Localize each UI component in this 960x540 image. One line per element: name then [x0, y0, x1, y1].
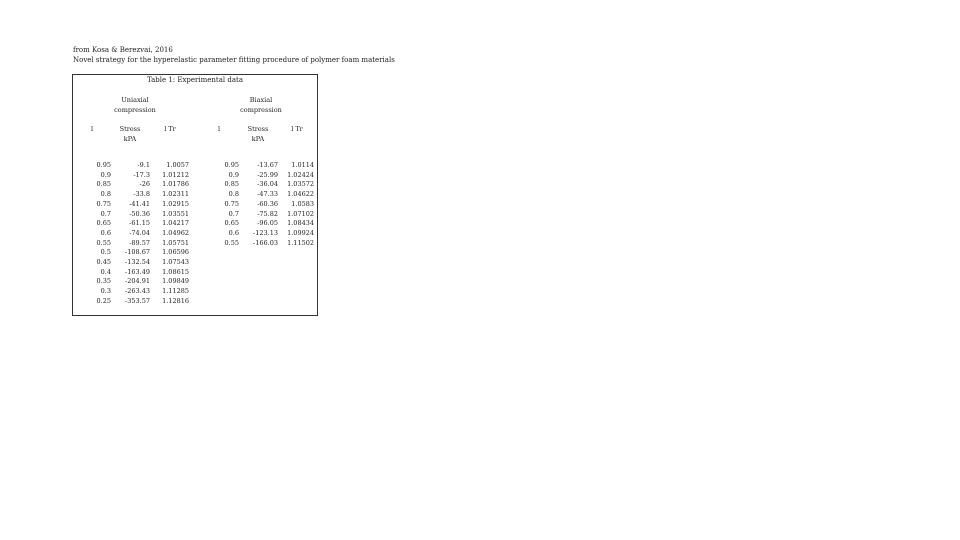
uniaxial-stress-cell: -89.57	[129, 238, 150, 247]
experimental-data-table	[72, 74, 318, 316]
uniaxial-lambda-cell: 0.7	[100, 209, 111, 218]
uniaxial-stress-cell: -26	[139, 180, 150, 189]
uniaxial-stress-cell: -163.49	[125, 267, 150, 276]
biaxial-group-subheader: compression	[240, 105, 282, 114]
uniaxial-stress-cell: -108.67	[125, 248, 150, 257]
uniaxial-trace-cell: 1.01212	[162, 170, 189, 179]
biaxial-stress-cell: -25.99	[257, 170, 278, 179]
uniaxial-trace-cell: 1.04962	[162, 228, 189, 237]
biaxial-trace-cell: 1.02424	[287, 170, 314, 179]
uniaxial-lambda-header: l	[90, 125, 94, 133]
table-caption: Table 1: Experimental data	[146, 76, 244, 84]
biaxial-stress-cell: -75.82	[257, 209, 278, 218]
biaxial-stress-cell: -13.67	[257, 161, 278, 169]
biaxial-stress-cell: -36.04	[257, 180, 278, 189]
uniaxial-trace-cell: 1.01786	[162, 180, 189, 189]
biaxial-lambda-cell: 0.75	[224, 199, 239, 208]
uniaxial-lambda-cell: 0.65	[96, 219, 111, 228]
uniaxial-stress-cell: -61.15	[129, 219, 150, 228]
biaxial-trace-cell: 1.0583	[291, 199, 314, 208]
biaxial-stress-cell: -96.05	[257, 219, 278, 228]
biaxial-lambda-header: l	[217, 125, 221, 133]
biaxial-group-header: Biaxial	[249, 96, 273, 104]
biaxial-lambda-cell: 0.6	[228, 228, 239, 237]
uniaxial-trace-cell: 1.12816	[162, 296, 189, 305]
uniaxial-group-header: Uniaxial	[121, 96, 149, 104]
uniaxial-stress-cell: -74.04	[129, 228, 150, 237]
biaxial-trace-cell: 1.03572	[287, 180, 314, 189]
uniaxial-trace-cell: 1.07543	[162, 258, 189, 266]
uniaxial-lambda-cell: 0.25	[96, 296, 111, 305]
uniaxial-stress-cell: -204.91	[125, 277, 150, 286]
uniaxial-trace-cell: 1.11285	[162, 287, 189, 296]
uniaxial-trace-cell: 1.02915	[162, 199, 189, 208]
uniaxial-stress-unit: kPA	[123, 134, 137, 143]
uniaxial-lambda-cell: 0.4	[100, 267, 111, 276]
uniaxial-group-subheader: compression	[114, 105, 156, 114]
biaxial-stress-cell: -123.13	[253, 228, 278, 237]
uniaxial-trace-cell: 1.04217	[162, 219, 189, 228]
uniaxial-lambda-cell: 0.8	[100, 190, 111, 199]
uniaxial-lambda-cell: 0.95	[96, 161, 111, 169]
uniaxial-lambda-cell: 0.6	[100, 228, 111, 237]
biaxial-stress-unit: kPA	[251, 134, 265, 143]
uniaxial-lambda-cell: 0.55	[96, 238, 111, 247]
biaxial-lambda-cell: 0.95	[224, 161, 239, 169]
source-paper-title: Novel strategy for the hyperelastic parameter fitting procedure of polymer foam materials	[73, 56, 395, 64]
uniaxial-trace-cell: 1.02311	[162, 190, 189, 199]
uniaxial-trace-cell: 1.05751	[162, 238, 189, 247]
biaxial-lambda-cell: 0.9	[228, 170, 239, 179]
uniaxial-stress-cell: -33.8	[133, 190, 150, 199]
uniaxial-lambda-cell: 0.3	[100, 287, 111, 296]
uniaxial-trace-cell: 1.0057	[166, 161, 189, 169]
biaxial-lambda-cell: 0.85	[224, 180, 239, 189]
biaxial-trace-cell: 1.04622	[287, 190, 314, 199]
uniaxial-lambda-cell: 0.75	[96, 199, 111, 208]
uniaxial-stress-cell: -9.1	[137, 161, 150, 169]
uniaxial-trace-header: l Tr	[164, 125, 176, 133]
uniaxial-trace-cell: 1.06596	[162, 248, 189, 257]
biaxial-stress-cell: -60.36	[257, 199, 278, 208]
biaxial-lambda-cell: 0.7	[228, 209, 239, 218]
biaxial-trace-cell: 1.08434	[287, 219, 314, 228]
uniaxial-lambda-cell: 0.9	[100, 170, 111, 179]
uniaxial-stress-cell: -50.36	[129, 209, 150, 218]
biaxial-lambda-cell: 0.65	[224, 219, 239, 228]
biaxial-trace-cell: 1.07102	[287, 209, 314, 218]
uniaxial-stress-cell: -353.57	[125, 296, 150, 305]
biaxial-lambda-cell: 0.55	[224, 238, 239, 247]
biaxial-stress-cell: -166.03	[253, 238, 278, 247]
uniaxial-stress-cell: -17.3	[133, 170, 150, 179]
biaxial-trace-cell: 1.0114	[291, 161, 314, 169]
uniaxial-trace-cell: 1.03551	[162, 209, 189, 218]
biaxial-stress-header: Stress	[247, 125, 269, 133]
uniaxial-trace-cell: 1.09849	[162, 277, 189, 286]
uniaxial-lambda-cell: 0.35	[96, 277, 111, 286]
uniaxial-lambda-cell: 0.5	[100, 248, 111, 257]
uniaxial-stress-header: Stress	[119, 125, 141, 133]
uniaxial-stress-cell: -263.43	[125, 287, 150, 296]
biaxial-stress-cell: -47.33	[257, 190, 278, 199]
biaxial-trace-cell: 1.09924	[287, 228, 314, 237]
uniaxial-trace-cell: 1.08615	[162, 267, 189, 276]
uniaxial-stress-cell: -132.54	[125, 258, 150, 266]
uniaxial-lambda-cell: 0.45	[96, 258, 111, 266]
biaxial-trace-header: l Tr	[291, 125, 303, 133]
biaxial-lambda-cell: 0.8	[228, 190, 239, 199]
source-citation: from Kosa & Berezvai, 2016	[73, 46, 173, 54]
uniaxial-stress-cell: -41.41	[129, 199, 150, 208]
uniaxial-lambda-cell: 0.85	[96, 180, 111, 189]
biaxial-trace-cell: 1.11502	[287, 238, 314, 247]
